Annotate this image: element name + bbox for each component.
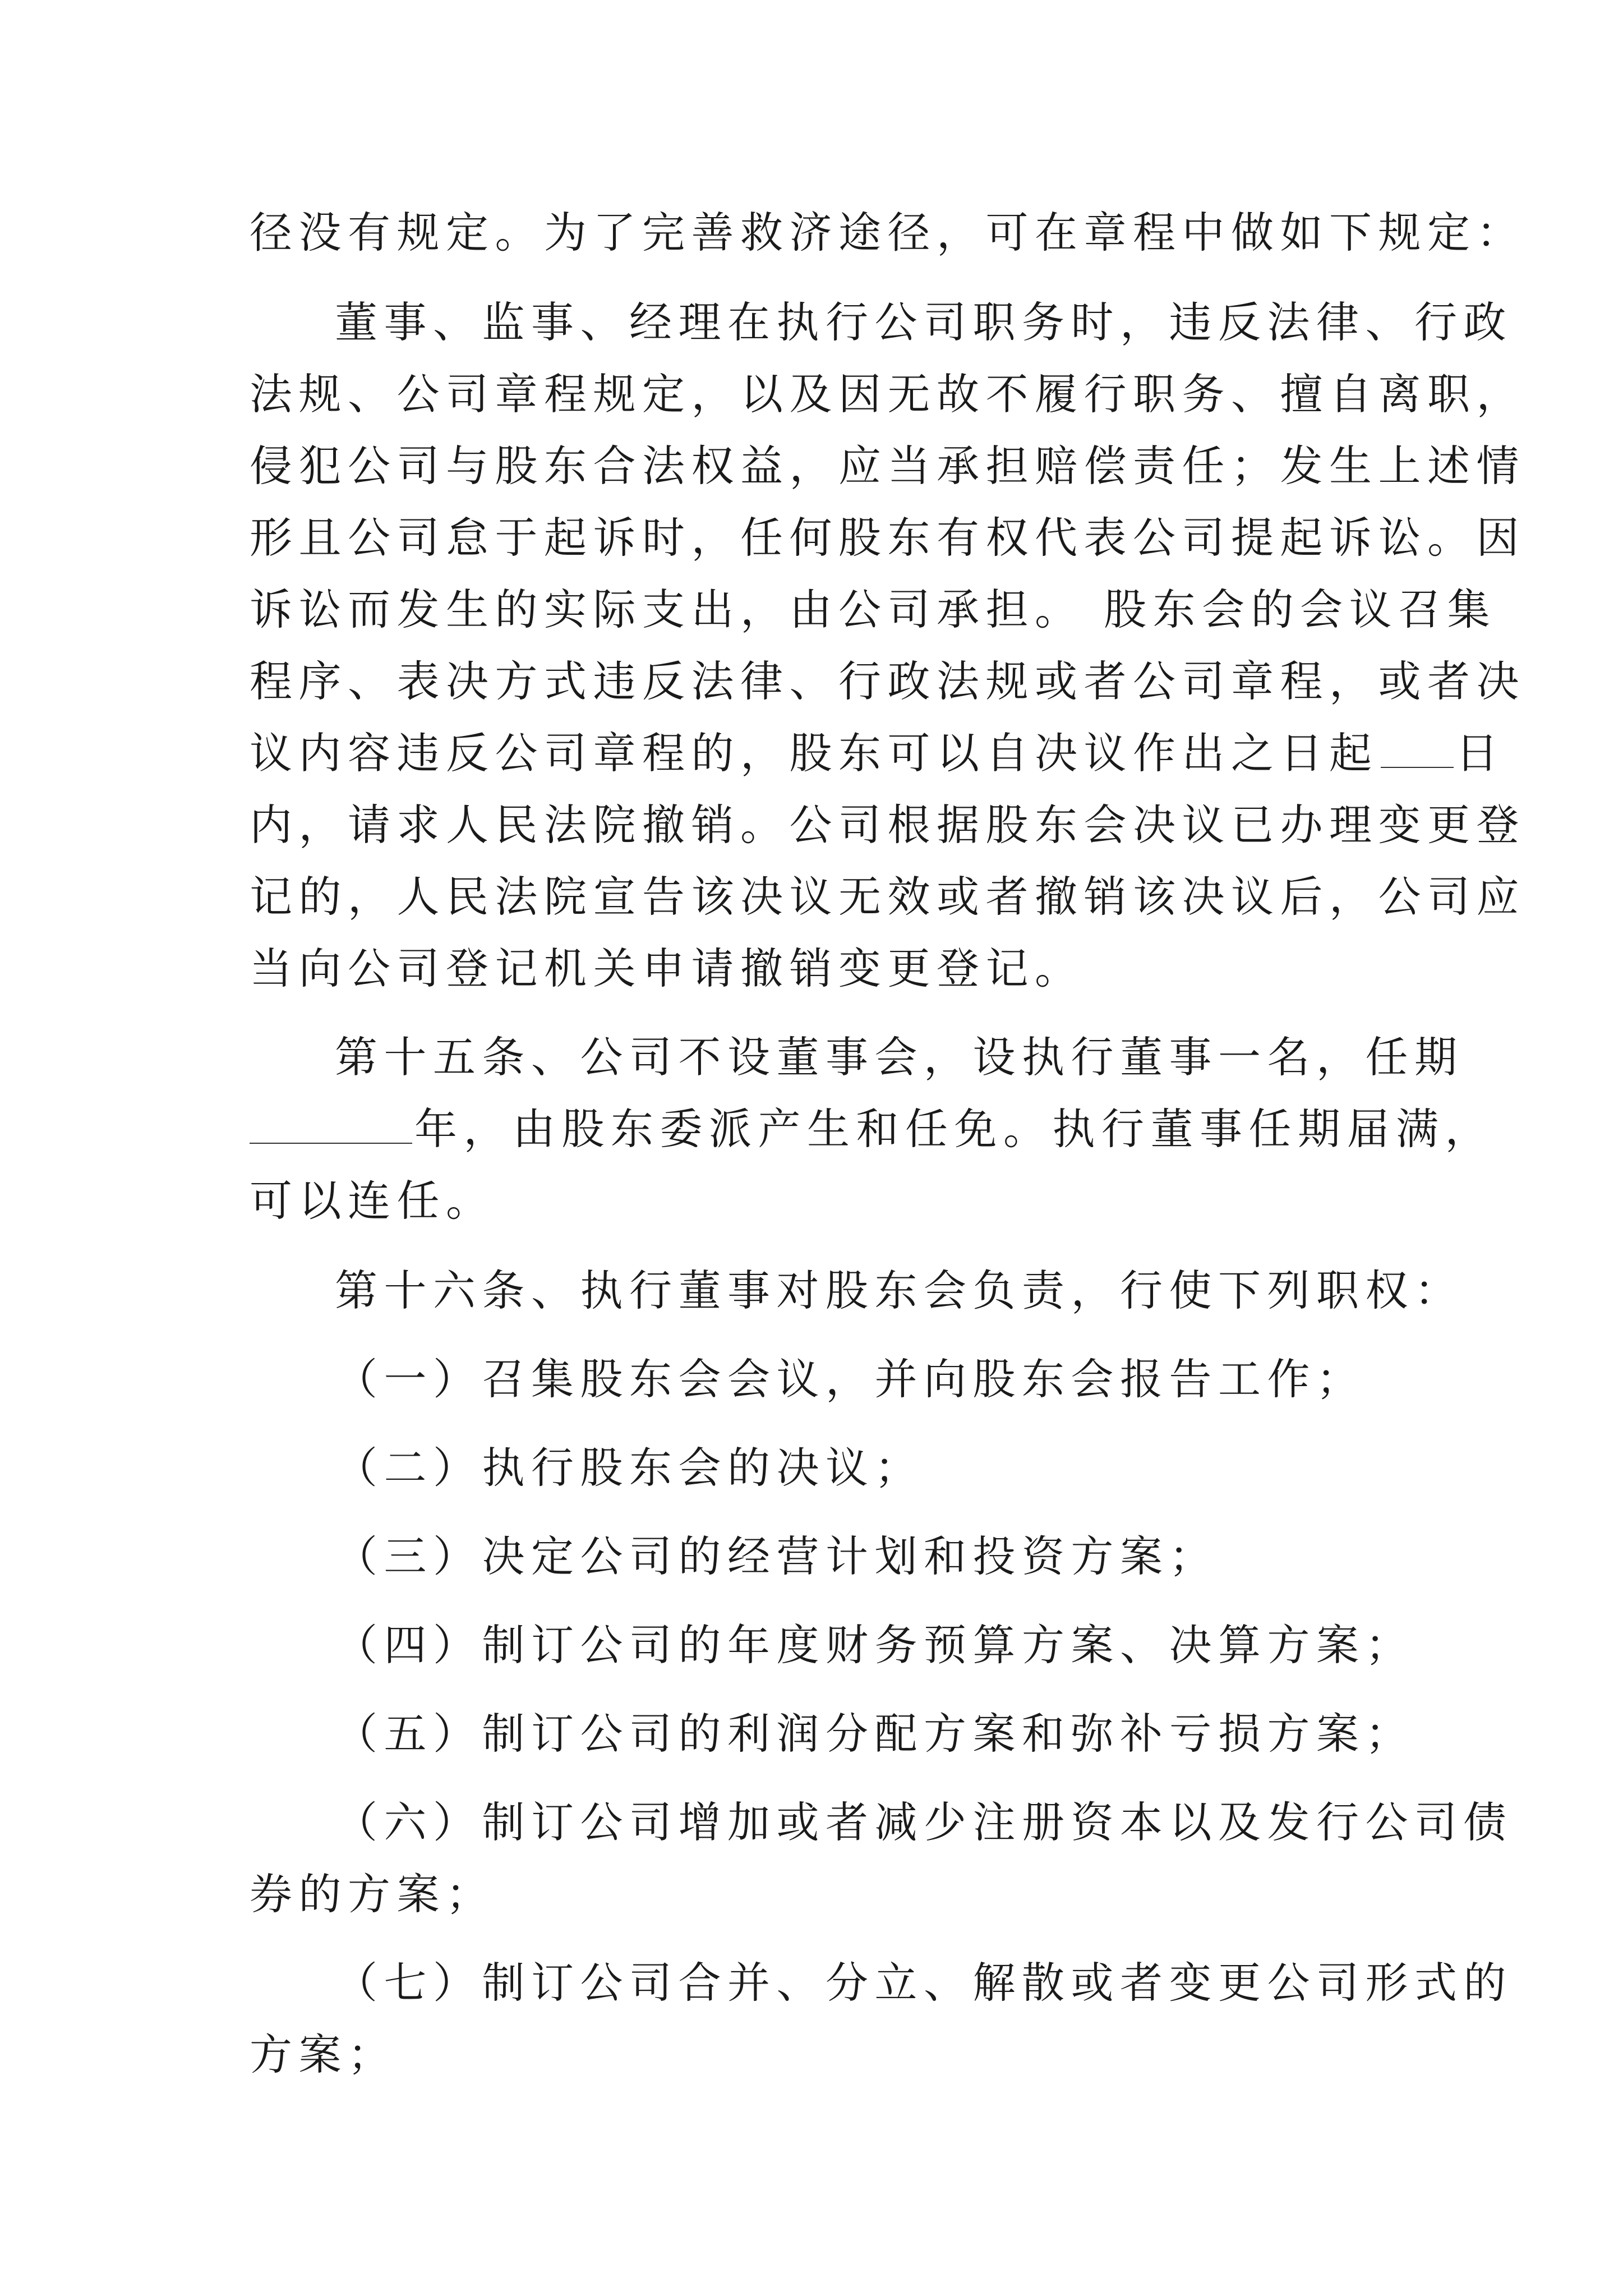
list-item: （七）制订公司合并、分立、解散或者变更公司形式的 [335, 1958, 1513, 2008]
line-text: 年，由股东委派产生和任免。执行董事任期届满， [414, 1104, 1494, 1154]
paragraph-line: 诉讼而发生的实际支出，由公司承担。 股东会的会议召集 [250, 585, 1497, 634]
paragraph-line: 程序、表决方式违反法律、行政法规或者公司章程，或者决 [250, 656, 1525, 706]
paragraph-line: 第十五条、公司不设董事会，设执行董事一名，任期 [335, 1032, 1464, 1082]
paragraph-line: 第十六条、执行董事对股东会负责，行使下列职权： [335, 1266, 1464, 1315]
list-item: （三）决定公司的经营计划和投资方案； [335, 1531, 1218, 1581]
line-text: 日 [1455, 728, 1505, 778]
fill-in-blank[interactable] [1381, 728, 1454, 768]
line-text: 议内容违反公司章程的，股东可以自决议作出之日起 [250, 728, 1378, 778]
paragraph-line: 内，请求人民法院撤销。公司根据股东会决议已办理变更登 [250, 800, 1525, 850]
paragraph-line [250, 723, 1505, 784]
paragraph-line: 法规、公司章程规定，以及因无故不履行职务、擅自离职， [250, 369, 1525, 419]
paragraph-line: 径没有规定。为了完善救济途径，可在章程中做如下规定： [250, 208, 1525, 257]
list-item: （一）召集股东会会议，并向股东会报告工作； [335, 1354, 1366, 1404]
list-item-continuation: 券的方案； [250, 1869, 495, 1919]
list-item: （五）制订公司的利润分配方案和弥补亏损方案； [335, 1709, 1414, 1759]
paragraph-line: 董事、监事、经理在执行公司职务时，违反法律、行政 [335, 297, 1513, 347]
list-item: （六）制订公司增加或者减少注册资本以及发行公司债 [335, 1797, 1513, 1847]
list-item: （四）制订公司的年度财务预算方案、决算方案； [335, 1620, 1414, 1670]
paragraph-line: 当向公司登记机关申请撤销变更登记。 [250, 944, 1084, 993]
paragraph-line: 侵犯公司与股东合法权益，应当承担赔偿责任；发生上述情 [250, 441, 1525, 491]
paragraph-line: 记的，人民法院宣告该决议无效或者撤销该决议后，公司应 [250, 872, 1525, 922]
list-item-continuation: 方案； [250, 2030, 397, 2079]
paragraph-line: 形且公司怠于起诉时，任何股东有权代表公司提起诉讼。因 [250, 513, 1525, 563]
paragraph-line: 可以连任。 [250, 1176, 495, 1226]
fill-in-blank[interactable] [250, 1103, 412, 1144]
paragraph-line [250, 1098, 1494, 1160]
list-item: （二）执行股东会的决议； [335, 1443, 924, 1493]
